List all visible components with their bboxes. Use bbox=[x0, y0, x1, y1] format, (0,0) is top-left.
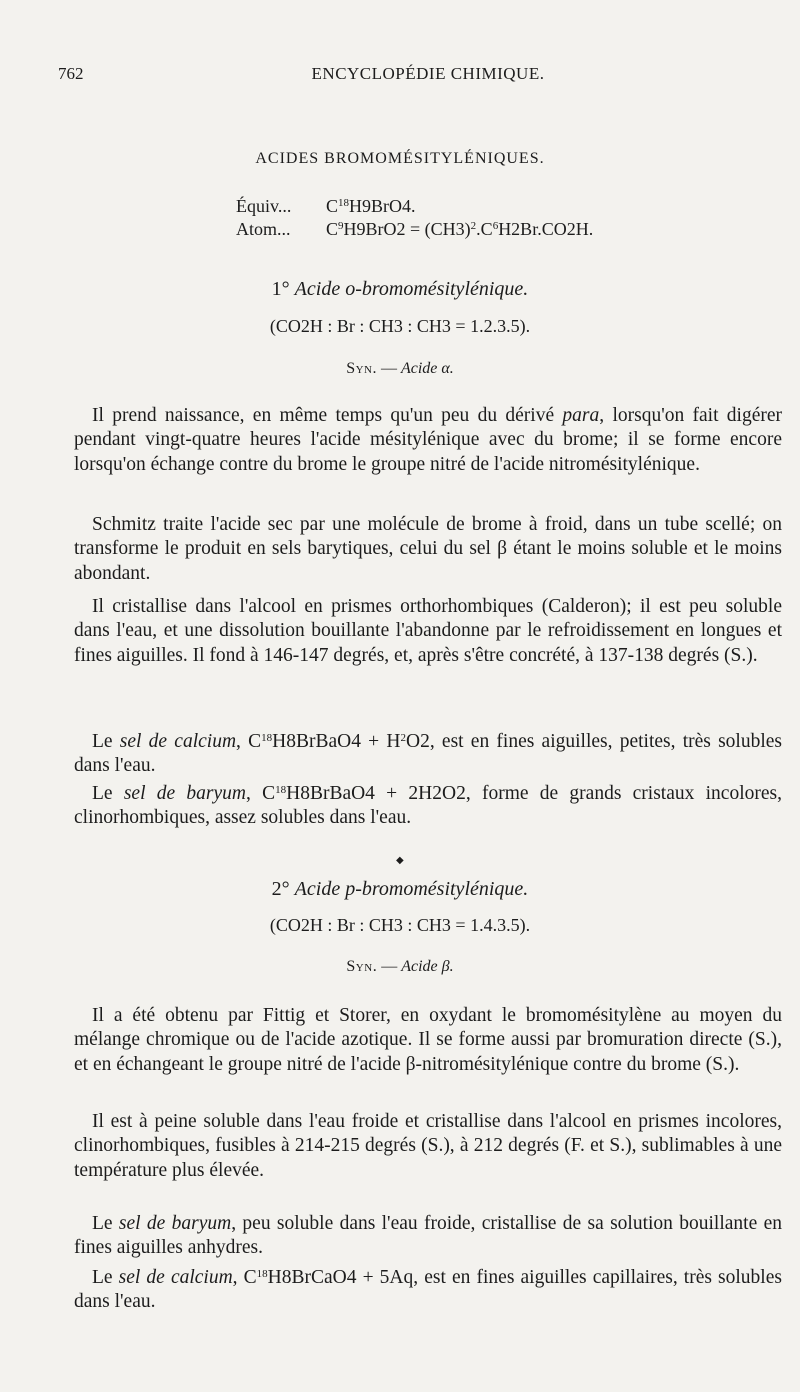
page-number: 762 bbox=[58, 64, 84, 83]
section-title: ACIDES BROMOMÉSITYLÉNIQUES. bbox=[255, 150, 545, 167]
atom-label: Atom... bbox=[236, 219, 291, 239]
acid1-name: Acide o-bromomésitylénique. bbox=[294, 278, 529, 300]
acid2-paragraph-3: Le sel de baryum, peu soluble dans l'eau froide, cristallise de sa solution bouillante en fines aiguilles anhydres. bbox=[74, 1213, 782, 1259]
equiv-label: Équiv... bbox=[236, 196, 292, 216]
acid2-number: 2° bbox=[271, 878, 290, 900]
acid1-heading bbox=[0, 278, 800, 301]
acid1-formula: (CO2H : Br : CH3 : CH3 = 1.2.3.5). bbox=[269, 316, 531, 336]
acid2-paragraph-4: Le sel de calcium, $C^{18}H8BrCaO4 + 5Aq$, est en fines aiguilles capillaires, très solubles dans l'eau. bbox=[74, 1267, 782, 1313]
running-title: ENCYCLOPÉDIE CHIMIQUE. bbox=[311, 64, 545, 83]
atom-formula bbox=[236, 219, 593, 240]
acid1-number: 1° bbox=[271, 278, 290, 300]
page-header bbox=[58, 64, 768, 90]
acid2-heading bbox=[0, 878, 800, 901]
acid1-paragraph-4: Le sel de calcium, $C^{18}H8BrBaO4 + H^2O2$, est en fines aiguilles, petites, très solubles dans l'eau. bbox=[74, 731, 782, 777]
atom-value: $C^9H9BrO2 = (CH3)^2.C^6H2Br.CO2H$. bbox=[326, 219, 594, 239]
acid1-syn-value: Acide α. bbox=[400, 360, 454, 377]
acid2-syn: Syn. — Acide β. bbox=[346, 958, 454, 975]
acid2-formula: (CO2H : Br : CH3 : CH3 = 1.4.3.5). bbox=[269, 915, 531, 935]
ornament-mark: ◆ bbox=[396, 855, 404, 866]
acid2-name: Acide p-bromomésitylénique. bbox=[294, 878, 529, 900]
acid2-syn-label: Syn. bbox=[346, 958, 378, 975]
acid1-syn-label: Syn. bbox=[346, 360, 377, 377]
acid1-paragraph-2: Schmitz traite l'acide sec par une molécule de brome à froid, dans un tube scellé; on transforme le produit en sels barytiques, celui du sel β étant le moins soluble et le moins abondant. bbox=[74, 514, 782, 584]
acid1-paragraph-3: Il cristallise dans l'alcool en prismes orthorhombiques (Calderon); il est peu soluble dans l'eau, et une dissolution bouillante l'abandonne par le refroidissement en longues et fines aiguilles. Il fond à 146-147 degrés, et, après s'être concrété, à 137-138 degrés (S.). bbox=[74, 596, 782, 666]
acid2-syn-value: Acide β. bbox=[401, 958, 454, 975]
acid2-paragraph-1: Il a été obtenu par Fittig et Storer, en oxydant le bromomésitylène au moyen du mélange chromique ou de l'acide azotique. Il se forme aussi par bromuration directe (S.), et en échangeant le groupe nitré de l'acide β-nitromésitylénique contre du brome (S.). bbox=[74, 1005, 782, 1075]
acid1-paragraph-1: Il prend naissance, en même temps qu'un peu du dérivé para, lorsqu'on fait digérer pendant vingt-quatre heures l'acide mésitylénique avec du brome; il se forme encore lorsqu'on échange contre du brome le groupe nitré de l'acide nitromésitylénique. bbox=[74, 405, 783, 475]
acid2-paragraph-2: Il est à peine soluble dans l'eau froide et cristallise dans l'alcool en prismes incolores, clinorhombiques, fusibles à 214-215 degrés (S.), à 212 degrés (F. et S.), sublimables à une température plus élevée. bbox=[74, 1111, 782, 1181]
equiv-formula bbox=[236, 196, 416, 217]
equiv-value: $C^{18}H9BrO4$. bbox=[326, 196, 416, 216]
acid1-paragraph-5: Le sel de baryum, $C^{18}H8BrBaO4 + 2H2O2$, forme de grands cristaux incolores, clinorhombiques, assez solubles dans l'eau. bbox=[74, 783, 782, 829]
acid1-syn: Syn. — Acide α. bbox=[346, 360, 454, 377]
